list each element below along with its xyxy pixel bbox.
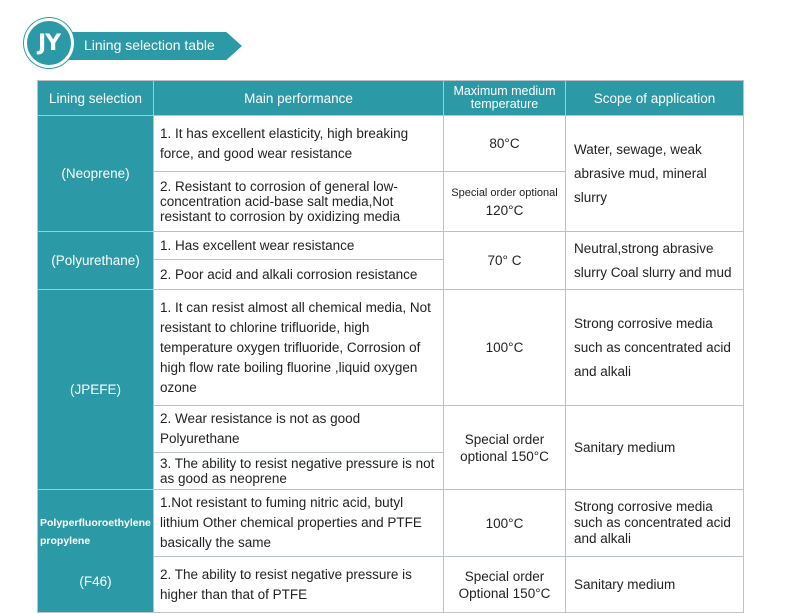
column-header-performance: Main performance bbox=[154, 81, 444, 116]
temperature-cell: Special order Optional 150°C bbox=[444, 557, 566, 613]
temperature-cell bbox=[444, 172, 566, 232]
column-header-temperature: Maximum medium temperature bbox=[444, 81, 566, 116]
performance-cell: 1. It can resist almost all chemical media, Not resistant to chlorine trifluoride, high temperature oxygen trifluoride, Corrosion of high flow rate boiling fluorine ,liquid oxygen ozone bbox=[154, 290, 444, 406]
table-row bbox=[38, 490, 744, 557]
lining-name: (JPEFE) bbox=[38, 290, 154, 490]
performance-cell: 1.Not resistant to fuming nitric acid, butyl lithium Other chemical properties and PTFE basically the same bbox=[154, 490, 444, 557]
lining-name: (F46) bbox=[79, 573, 112, 589]
scope-cell: Sanitary medium bbox=[566, 557, 744, 613]
temperature-cell: 100°C bbox=[444, 490, 566, 557]
performance-cell: 3. The ability to resist negative pressure is not as good as neoprene bbox=[154, 453, 444, 490]
table-row bbox=[38, 232, 744, 260]
temperature-cell: 80°C bbox=[444, 116, 566, 172]
performance-cell: 2. Wear resistance is not as good Polyurethane bbox=[154, 406, 444, 453]
jy-logo: JY bbox=[24, 18, 74, 68]
table-row bbox=[38, 290, 744, 406]
scope-cell: Sanitary medium bbox=[566, 406, 744, 490]
performance-cell: 2. Resistant to corrosion of general low-concentration acid-base salt media,Not resistant to corrosion by oxidizing media bbox=[154, 172, 444, 232]
temperature-cell: Special order optional 150°C bbox=[444, 406, 566, 490]
temperature-cell: 100°C bbox=[444, 290, 566, 406]
scope-cell: Neutral,strong abrasive slurry Coal slurry and mud bbox=[566, 232, 744, 290]
table-header-row bbox=[38, 81, 744, 116]
header-badge bbox=[24, 18, 244, 64]
performance-cell: 1. Has excellent wear resistance bbox=[154, 232, 444, 260]
column-header-lining: Lining selection bbox=[38, 81, 154, 116]
temperature-cell: 70° C bbox=[444, 232, 566, 290]
lining-full-name: Polyperfluoroethylene propylene bbox=[40, 516, 151, 547]
lining-name: (Neoprene) bbox=[38, 116, 154, 232]
performance-cell: 1. It has excellent elasticity, high breaking force, and good wear resistance bbox=[154, 116, 444, 172]
scope-cell: Water, sewage, weak abrasive mud, mineral slurry bbox=[566, 116, 744, 232]
lining-cell bbox=[38, 490, 154, 613]
performance-cell: 2. Poor acid and alkali corrosion resistance bbox=[154, 260, 444, 290]
column-header-scope: Scope of application bbox=[566, 81, 744, 116]
scope-cell: Strong corrosive media such as concentrated acid and alkali bbox=[566, 290, 744, 406]
temperature-note: Special order optional bbox=[451, 186, 558, 199]
lining-selection-table bbox=[37, 80, 744, 613]
lining-name: (Polyurethane) bbox=[38, 232, 154, 290]
performance-cell: 2. The ability to resist negative pressure is higher than that of PTFE bbox=[154, 557, 444, 613]
table-row bbox=[38, 116, 744, 172]
temperature-value: 120°C bbox=[485, 202, 524, 218]
scope-cell: Strong corrosive media such as concentrated acid and alkali bbox=[566, 490, 744, 557]
page-title: Lining selection table bbox=[84, 37, 215, 53]
